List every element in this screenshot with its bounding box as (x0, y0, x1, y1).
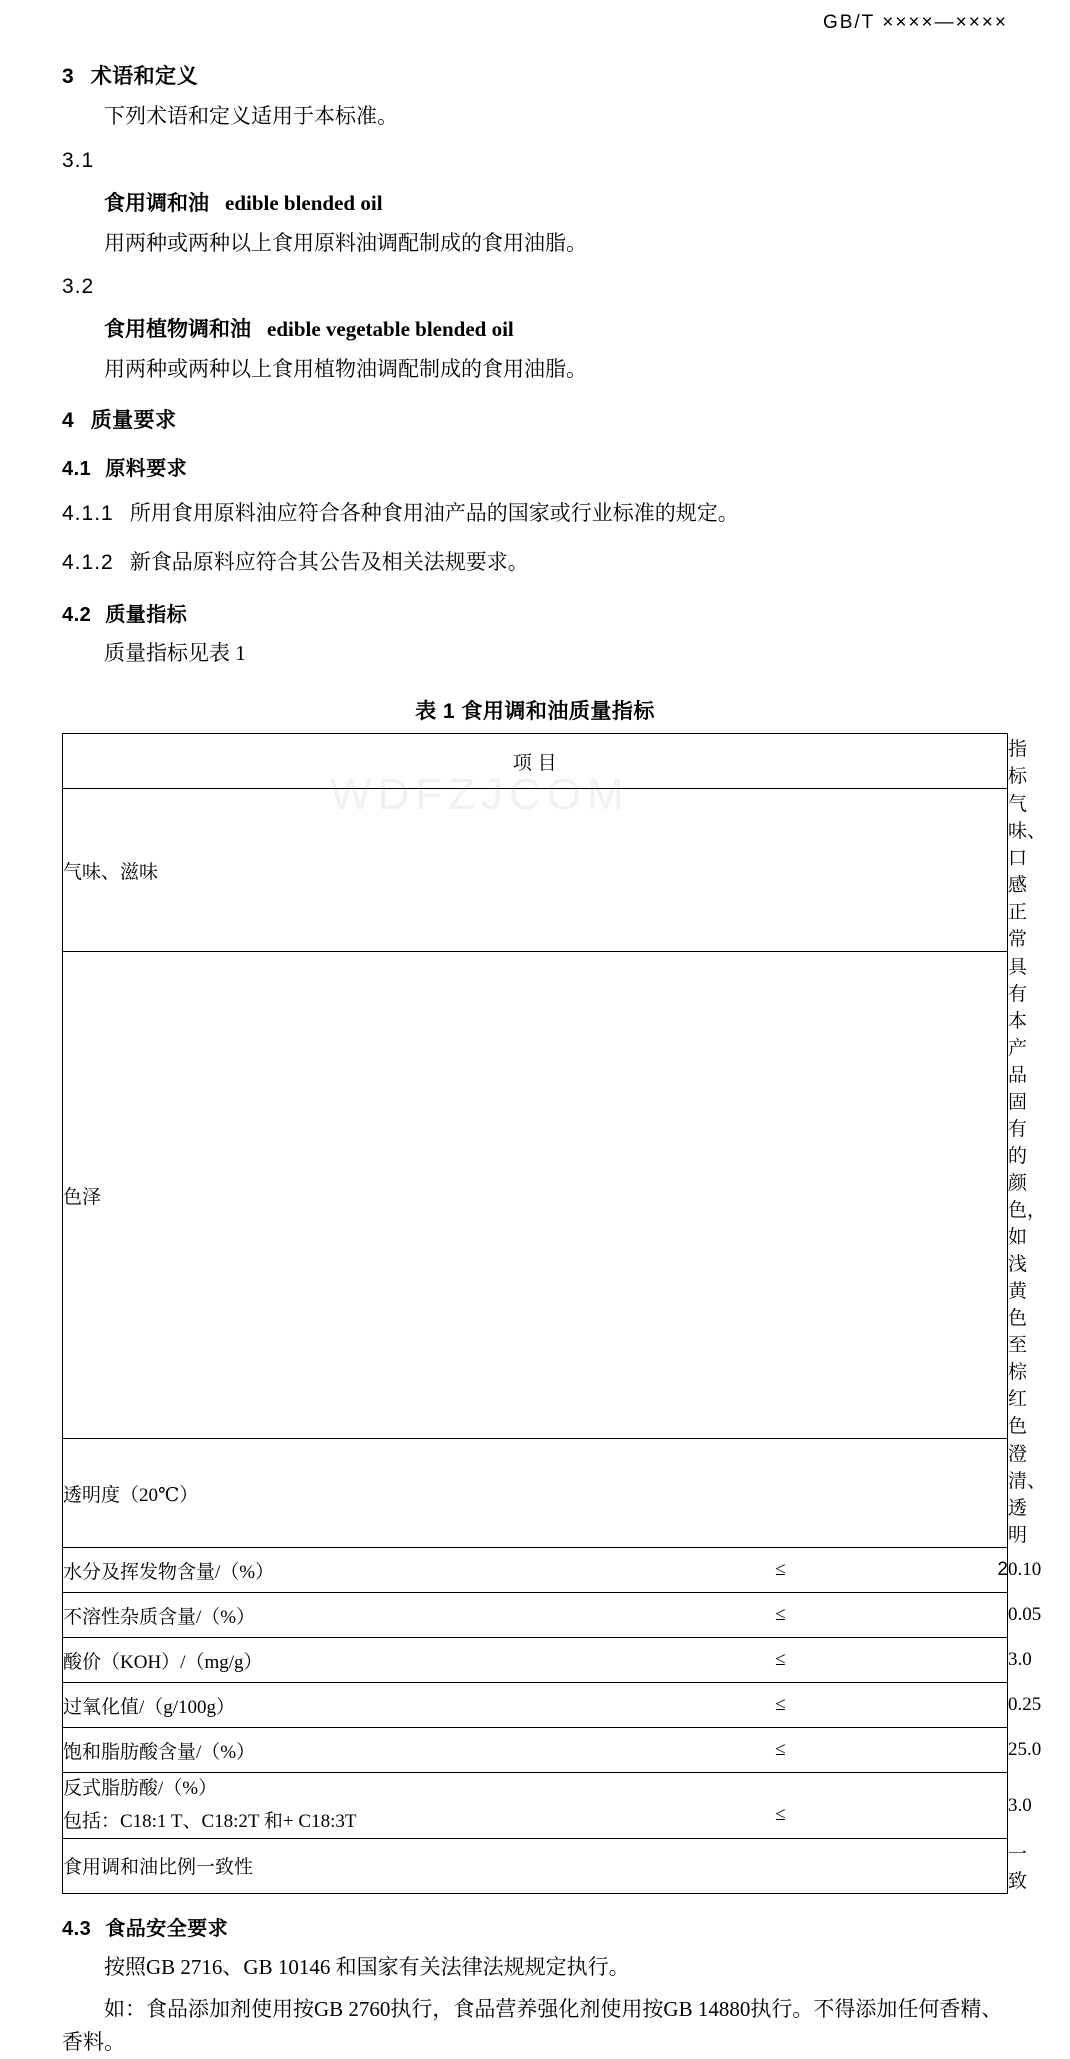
term-3-1-en: edible blended oil (225, 191, 383, 215)
term-3-2 (62, 313, 1008, 343)
table-1-caption: 表 1 食用调和油质量指标 (62, 695, 1008, 725)
page-header: GB/T ××××—×××× (62, 0, 1008, 42)
clause-4-1-2 (62, 546, 1008, 580)
section-title-3: 术语和定义 (91, 65, 199, 88)
section-heading-4 (62, 404, 1008, 434)
row-item-label: 透明度（20℃） (63, 1439, 554, 1548)
term-3-2-cn: 食用植物调和油 (104, 317, 251, 341)
table-row (63, 1838, 1008, 1893)
section-heading-4-3 (62, 1912, 1008, 1941)
table-row (63, 1548, 1008, 1593)
section-number-4-1: 4.1 (62, 458, 91, 480)
row-item-label-multiline (63, 1773, 554, 1839)
row-item-label: 酸价（KOH）/（mg/g） (63, 1638, 554, 1683)
quality-index-table (62, 733, 1008, 1894)
table-row (63, 952, 1008, 1439)
section-number-3-1: 3.1 (62, 149, 1008, 173)
section-heading-4-2 (62, 598, 1008, 627)
row-operator: ≤ (554, 1728, 1008, 1773)
clause-4-1-1 (62, 497, 1008, 531)
section-title-4-1: 原料要求 (105, 458, 187, 480)
trans-fat-line-2: 包括：C18:1 T、C18:2T 和+ C18:3T (63, 1806, 554, 1838)
table-row (63, 1683, 1008, 1728)
table-row (63, 789, 1008, 952)
trans-fat-line-1: 反式脂肪酸/（%） (63, 1773, 554, 1805)
section-heading-3 (62, 60, 1008, 90)
table-header-row (63, 734, 1008, 789)
term-3-1-definition: 用两种或两种以上食用原料油调配制成的食用油脂。 (62, 227, 1008, 260)
section-number-4-3: 4.3 (62, 1918, 91, 1940)
row-operator (554, 952, 1008, 1439)
clause-text-4-1-1: 所用食用原料油应符合各种食用油产品的国家或行业标准的规定。 (130, 501, 739, 525)
row-operator (554, 1439, 1008, 1548)
row-operator: ≤ (554, 1593, 1008, 1638)
clause-text-4-1-2: 新食品原料应符合其公告及相关法规要求。 (130, 550, 529, 574)
row-item-label: 气味、滋味 (63, 789, 554, 952)
section-heading-4-1 (62, 452, 1008, 481)
row-item-label: 不溶性杂质含量/（%） (63, 1593, 554, 1638)
row-operator (554, 789, 1008, 952)
row-operator (554, 1838, 1008, 1893)
row-item-label: 水分及挥发物含量/（%） (63, 1548, 554, 1593)
row-item-label: 食用调和油比例一致性 (63, 1838, 554, 1893)
section-4-2-note: 质量指标见表 1 (62, 637, 1008, 670)
page-number: 2 (997, 1559, 1008, 1581)
table-row (63, 1439, 1008, 1548)
section-number-3-2: 3.2 (62, 275, 1008, 299)
section-number-3: 3 (62, 65, 75, 88)
table-row-trans-fat (63, 1773, 1008, 1839)
term-3-2-definition: 用两种或两种以上食用植物油调配制成的食用油脂。 (62, 353, 1008, 386)
row-operator: ≤ (554, 1638, 1008, 1683)
section-title-4-2: 质量指标 (105, 604, 187, 626)
table-row (63, 1593, 1008, 1638)
table-row (63, 1728, 1008, 1773)
section-title-4: 质量要求 (91, 409, 177, 432)
row-item-label: 过氧化值/（g/100g） (63, 1683, 554, 1728)
row-item-label: 色泽 (63, 952, 554, 1439)
term-3-2-en: edible vegetable blended oil (267, 317, 514, 341)
section-4-3-paragraph-1: 按照GB 2716、GB 10146 和国家有关法律法规规定执行。 (62, 1951, 1008, 1984)
row-operator: ≤ (554, 1683, 1008, 1728)
section-4-3-paragraph-2: 如：食品添加剂使用按GB 2760执行，食品营养强化剂使用按GB 14880执行。不得添加任何香精、香料。 (62, 1993, 1008, 2058)
clause-number-4-1-2: 4.1.2 (62, 551, 114, 574)
section-number-4-2: 4.2 (62, 604, 91, 626)
row-operator: ≤ (554, 1773, 1008, 1839)
term-3-1-cn: 食用调和油 (104, 191, 209, 215)
section-3-intro: 下列术语和定义适用于本标准。 (62, 100, 1008, 133)
term-3-1 (62, 187, 1008, 217)
table-row (63, 1638, 1008, 1683)
section-title-4-3: 食品安全要求 (105, 1918, 228, 1940)
row-operator: ≤ (554, 1548, 1008, 1593)
clause-number-4-1-1: 4.1.1 (62, 502, 114, 525)
section-number-4: 4 (62, 409, 75, 432)
table-header-item: 项 目 (63, 734, 1008, 789)
watermark: WDFZJCOM (330, 770, 630, 820)
row-item-label: 饱和脂肪酸含量/（%） (63, 1728, 554, 1773)
